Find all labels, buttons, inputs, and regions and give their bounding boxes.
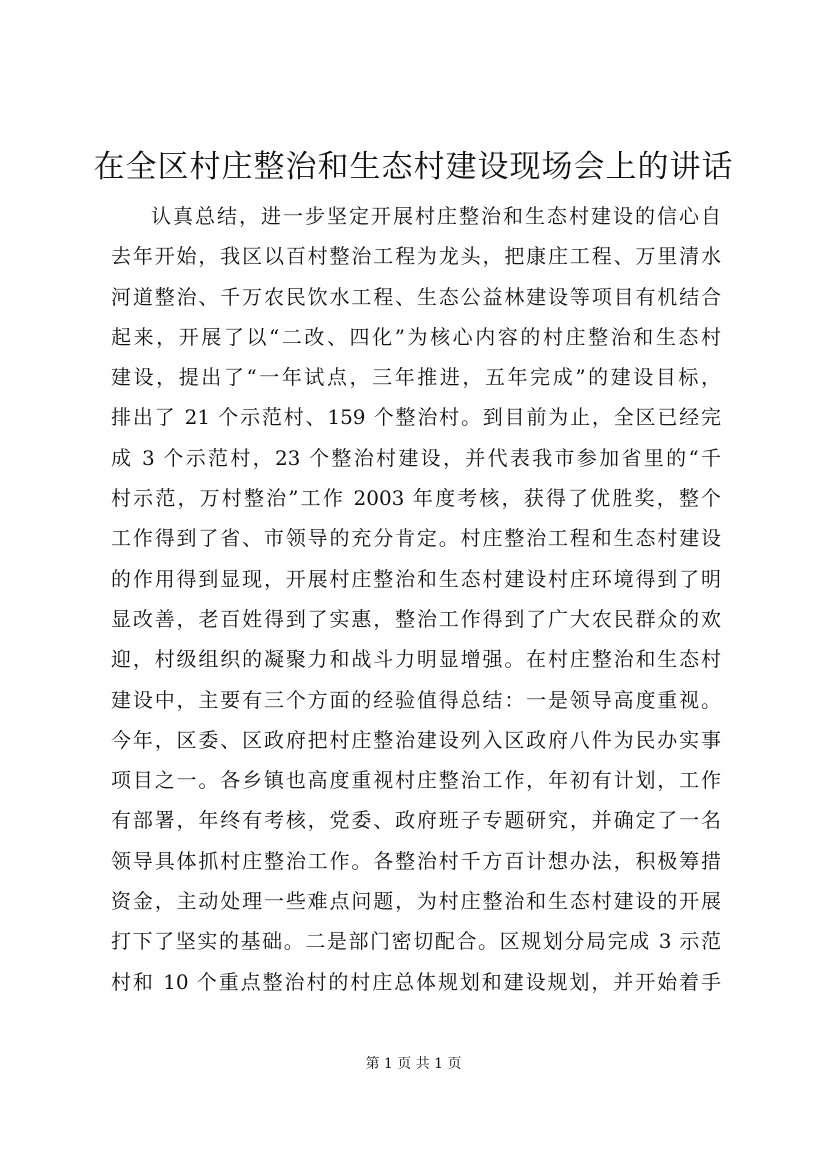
- body-line: 领导具体抓村庄整治工作。各整治村千方百计想办法，积极筹措: [111, 848, 721, 873]
- body-line: 有部署，年终有考核，党委、政府班子专题研究，并确定了一名: [111, 808, 721, 833]
- body-line: 项目之一。各乡镇也高度重视村庄整治工作，年初有计划，工作: [111, 768, 721, 793]
- page-number: 第 1 页 共 1 页: [365, 1056, 462, 1072]
- document-title: 在全区村庄整治和生态村建设现场会上的讲话: [93, 149, 734, 185]
- body-line: 成 3 个示范村，23 个整治村建设，并代表我市参加省里的“千: [111, 445, 721, 470]
- body-line: 去年开始，我区以百村整治工程为龙头，把康庄工程、万里清水: [111, 244, 721, 269]
- body-line: 建设中，主要有三个方面的经验值得总结：一是领导高度重视。: [111, 687, 721, 712]
- body-line: 起来，开展了以“二改、四化”为核心内容的村庄整治和生态村: [111, 324, 721, 349]
- document-body: [111, 196, 721, 1002]
- body-line: 显改善，老百姓得到了实惠，整治工作得到了广大农民群众的欢: [111, 606, 721, 631]
- body-line: 资金，主动处理一些难点问题，为村庄整治和生态村建设的开展: [111, 889, 721, 914]
- body-line: 村和 10 个重点整治村的村庄总体规划和建设规划，并开始着手: [111, 969, 721, 994]
- body-line: 今年，区委、区政府把村庄整治建设列入区政府八件为民办实事: [111, 727, 721, 752]
- body-line: 的作用得到显现，开展村庄整治和生态村建设村庄环境得到了明: [111, 566, 721, 591]
- body-line: 工作得到了省、市领导的充分肯定。村庄整治工程和生态村建设: [111, 526, 721, 551]
- body-line: 打下了坚实的基础。二是部门密切配合。区规划分局完成 3 示范: [111, 929, 721, 954]
- body-line: 排出了 21 个示范村、159 个整治村。到目前为止，全区已经完: [111, 405, 721, 430]
- body-line: 认真总结，进一步坚定开展村庄整治和生态村建设的信心自: [151, 204, 721, 228]
- body-line: 河道整治、千万农民饮水工程、生态公益林建设等项目有机结合: [111, 284, 721, 309]
- body-line: 迎，村级组织的凝聚力和战斗力明显增强。在村庄整治和生态村: [111, 647, 721, 672]
- body-line: 村示范，万村整治”工作 2003 年度考核，获得了优胜奖，整个: [111, 486, 721, 511]
- body-line: 建设，提出了“一年试点，三年推进，五年完成”的建设目标，: [111, 365, 721, 390]
